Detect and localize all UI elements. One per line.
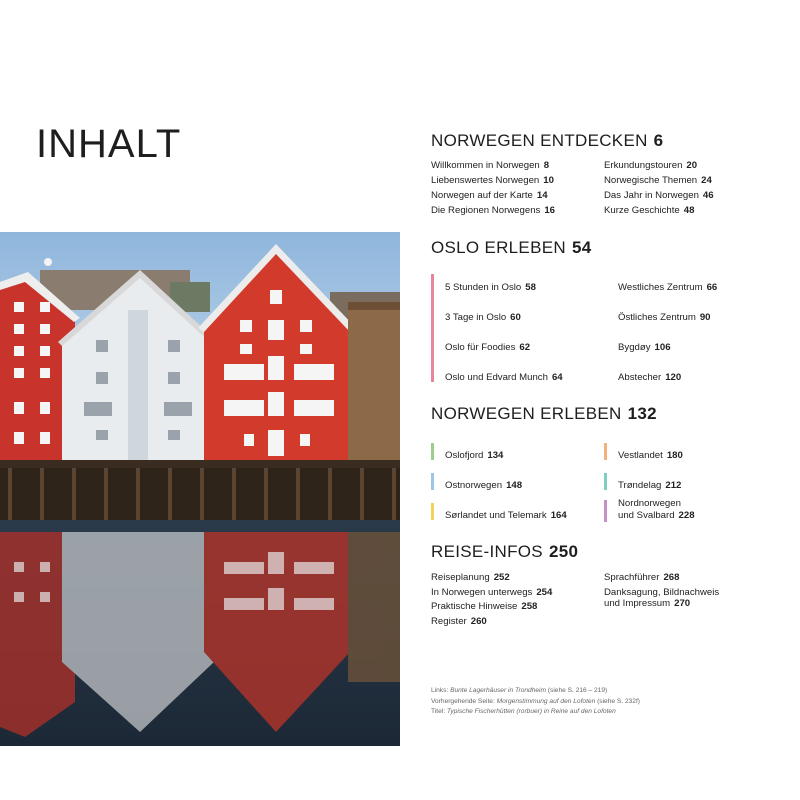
section-heading-norwegen-erleben[interactable] <box>431 405 657 422</box>
toc-entry[interactable]: Bygdøy 106 <box>618 342 671 353</box>
page-title: INHALT <box>36 122 182 166</box>
toc-entry[interactable]: Die Regionen Norwegens 16 <box>431 205 555 216</box>
toc-entry[interactable]: 5 Stunden in Oslo 58 <box>445 282 536 293</box>
toc-entry[interactable]: Vestlandet 180 <box>618 450 683 461</box>
section-heading-label: NORWEGEN ENTDECKEN <box>431 131 648 150</box>
section-heading-label: NORWEGEN ERLEBEN <box>431 404 622 423</box>
toc-entry[interactable]: Liebenswertes Norwegen 10 <box>431 175 554 186</box>
toc-entry[interactable]: Sørlandet und Telemark 164 <box>445 510 567 521</box>
warehouse-photo <box>0 232 400 746</box>
toc-entry[interactable]: Oslo und Edvard Munch 64 <box>445 372 563 383</box>
toc-entry[interactable]: Trøndelag 212 <box>618 480 682 491</box>
toc-entry[interactable]: Westliches Zentrum 66 <box>618 282 718 293</box>
toc-entry[interactable]: Östliches Zentrum 90 <box>618 312 711 323</box>
toc-entry[interactable]: Norwegische Themen 24 <box>604 175 712 186</box>
region-color-bar <box>431 443 434 460</box>
oslo-color-bar <box>431 274 434 382</box>
photo-caption: Links: Bunte Lagerhäuser in Trondheim (siehe S. 216 – 219) Vorhergehende Seite: Morgenstimmung auf den Lofoten (siehe S. 232f) Titel: Typische Fischerhütten (rorbuer) in Reine auf den Lofoten <box>431 687 640 715</box>
toc-entry[interactable]: Oslo für Foodies 62 <box>445 342 531 353</box>
toc-entry[interactable]: Ostnorwegen 148 <box>445 480 523 491</box>
section-heading-reise-infos[interactable] <box>431 543 578 560</box>
section-heading-label: REISE-INFOS <box>431 542 543 561</box>
section-heading-norwegen-entdecken[interactable] <box>431 132 663 149</box>
region-color-bar <box>431 473 434 490</box>
section-heading-page: 54 <box>571 238 592 257</box>
toc-entry[interactable]: Kurze Geschichte 48 <box>604 205 695 216</box>
toc-entry[interactable]: Danksagung, Bildnachweis und Impressum 270 <box>604 586 720 610</box>
toc-entry[interactable]: 3 Tage in Oslo 60 <box>445 312 521 323</box>
toc-entry[interactable]: Norwegen auf der Karte 14 <box>431 190 548 201</box>
toc-entry[interactable]: Willkommen in Norwegen 8 <box>431 160 550 171</box>
region-color-bar <box>604 473 607 490</box>
section-heading-page: 250 <box>548 542 579 561</box>
section-heading-label: OSLO ERLEBEN <box>431 238 566 257</box>
toc-entry[interactable]: Praktische Hinweise 258 <box>431 601 538 612</box>
region-color-bar <box>431 503 434 520</box>
region-color-bar <box>604 443 607 460</box>
section-heading-oslo-erleben[interactable] <box>431 239 591 256</box>
toc-entry[interactable]: Abstecher 120 <box>618 372 682 383</box>
toc-entry[interactable]: Das Jahr in Norwegen 46 <box>604 190 714 201</box>
toc-entry[interactable]: Reiseplanung 252 <box>431 572 510 583</box>
toc-entry[interactable]: Nordnorwegen und Svalbard 228 <box>618 498 695 521</box>
toc-entry[interactable]: Register 260 <box>431 615 487 627</box>
region-color-bar <box>604 500 607 522</box>
section-heading-page: 6 <box>653 131 664 150</box>
toc-entry[interactable]: In Norwegen unterwegs 254 <box>431 586 553 598</box>
toc-entry[interactable]: Erkundungstouren 20 <box>604 160 698 171</box>
toc-entry[interactable]: Sprachführer 268 <box>604 572 680 583</box>
section-heading-page: 132 <box>627 404 657 423</box>
toc-entry[interactable]: Oslofjord 134 <box>445 450 504 461</box>
